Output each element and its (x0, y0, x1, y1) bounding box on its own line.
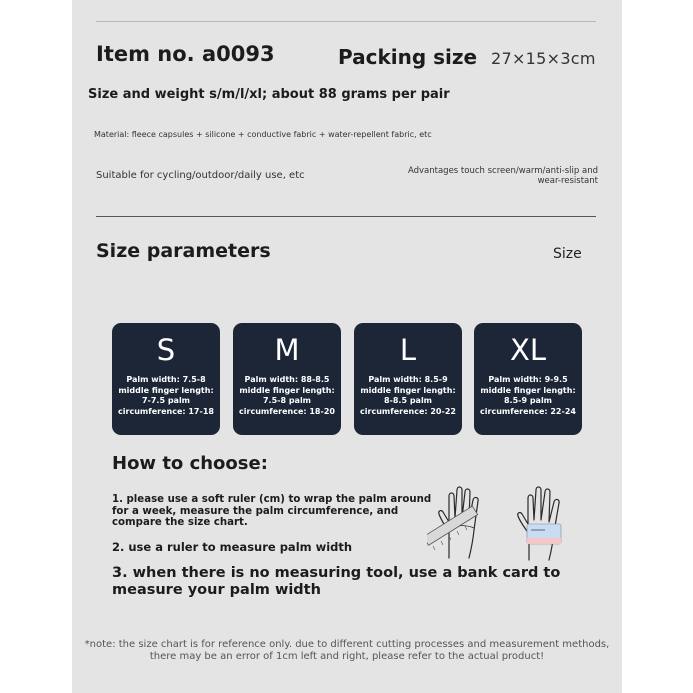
size-parameters-title: Size parameters (96, 240, 271, 262)
finger-length: 8-8.5 palm (383, 396, 433, 405)
palm-circumference: circumference: 17-18 (118, 406, 214, 416)
spec-sheet (72, 0, 622, 693)
section-divider (96, 216, 596, 217)
size-label: Size (553, 246, 582, 262)
finger-label: middle finger length: (480, 385, 576, 395)
size-note: *note: the size chart is for reference only. due to different cutting processes and measurement methods, there may be an error of 1cm left and right, please refer to the actual product! (84, 639, 610, 662)
finger-length: 7-7.5 palm (141, 396, 191, 405)
bank-card-icon (527, 524, 561, 544)
how-to-choose-title: How to choose: (112, 453, 268, 474)
finger-label: middle finger length: (118, 385, 214, 395)
packing-size-label: Packing size (338, 45, 478, 69)
size-letter: M (274, 333, 300, 367)
size-desc (476, 375, 580, 417)
hand-measure-illustration (427, 480, 587, 565)
size-letter: S (156, 333, 176, 367)
finger-label: middle finger length: (360, 385, 456, 395)
palm-width: Palm width: 88-8.5 (244, 375, 330, 384)
material-text: Material: fleece capsules + silicone + conductive fabric + water-repellent fabric, etc (94, 130, 432, 139)
palm-circumference: circumference: 22-24 (480, 406, 576, 416)
size-letter: L (399, 333, 417, 367)
size-card-m (233, 323, 341, 435)
size-letter: XL (509, 333, 547, 367)
palm-width: Palm width: 9-9.5 (488, 375, 568, 384)
size-cards (112, 323, 582, 435)
ruler-icon (427, 506, 478, 550)
advantages-line-2: wear-resistant (537, 176, 598, 186)
size-desc (356, 375, 460, 417)
palm-width: Palm width: 7.5-8 (126, 375, 206, 384)
palm-width: Palm width: 8.5-9 (368, 375, 448, 384)
size-card-s (112, 323, 220, 435)
size-card-l (354, 323, 462, 435)
step-1-text: 1. please use a soft ruler (cm) to wrap the palm around for a week, measure the palm circumference, and compare the size chart. (112, 494, 432, 528)
size-desc (114, 375, 218, 417)
item-number: Item no. a0093 (96, 42, 275, 66)
top-divider (96, 21, 596, 22)
step-2-text: 2. use a ruler to measure palm width (112, 540, 353, 554)
size-weight-text: Size and weight s/m/l/xl; about 88 grams per pair (88, 87, 450, 102)
finger-length: 7.5-8 palm (262, 396, 312, 405)
step-3-text: 3. when there is no measuring tool, use a bank card to measure your palm width (112, 565, 561, 598)
advantages-line-1: Advantages touch screen/warm/anti-slip and (407, 166, 598, 176)
packing-size-value: 27×15×3cm (491, 49, 596, 68)
palm-circumference: circumference: 20-22 (360, 406, 456, 416)
advantages-text (384, 166, 598, 186)
size-card-xl (474, 323, 582, 435)
suitable-text: Suitable for cycling/outdoor/daily use, etc (96, 170, 305, 181)
finger-label: middle finger length: (239, 385, 335, 395)
size-desc (235, 375, 339, 417)
hand-with-bank-card-icon (518, 487, 559, 560)
palm-circumference: circumference: 18-20 (239, 406, 335, 416)
finger-length: 8.5-9 palm (503, 396, 553, 405)
